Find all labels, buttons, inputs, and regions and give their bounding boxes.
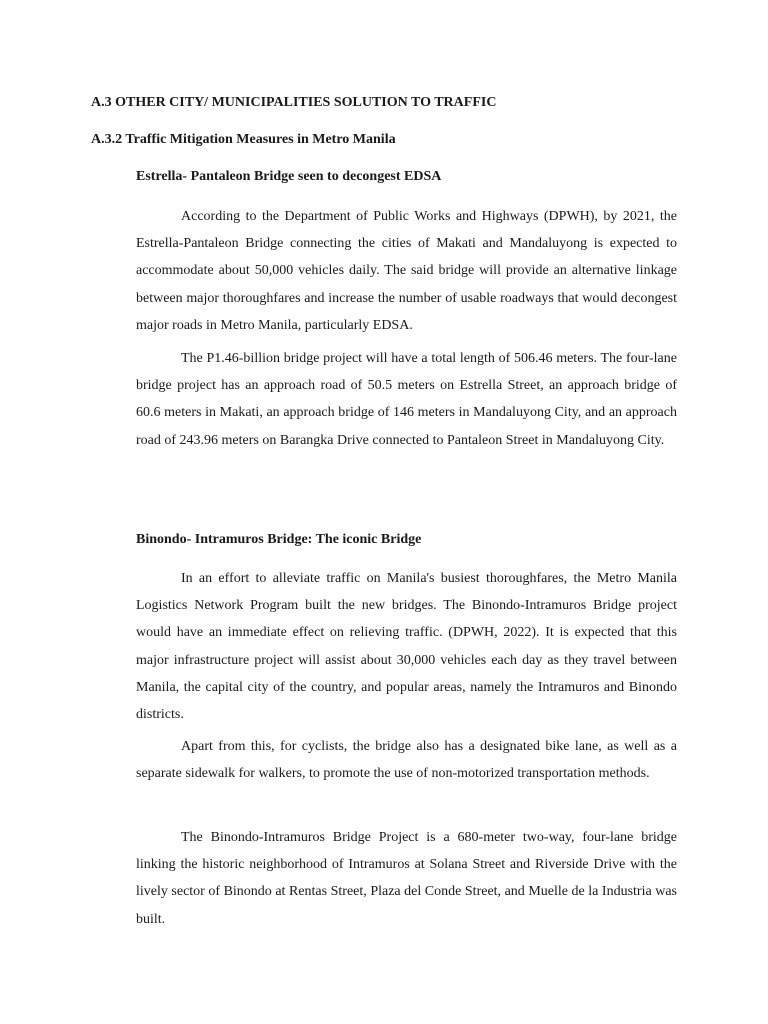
paragraph: The Binondo-Intramuros Bridge Project is a 680-meter two-way, four-lane bridge linking the historic neighborhood of Intramuros at Solana Street and Riverside Drive with the lively sector of Binondo at Rentas Street, Plaza del Conde Street, and Muelle de la Industria was built.	[136, 830, 677, 927]
section-heading: A.3 OTHER CITY/ MUNICIPALITIES SOLUTION TO TRAFFIC	[91, 95, 497, 110]
subsection-heading: A.3.2 Traffic Mitigation Measures in Metro Manila	[91, 132, 396, 147]
topic-heading-binondo-intramuros: Binondo- Intramuros Bridge: The iconic Bridge	[136, 532, 422, 547]
paragraph: The P1.46-billion bridge project will have a total length of 506.46 meters. The four-lane bridge project has an approach road of 50.5 meters on Estrella Street, an approach bridge of 60.6 meters in Makati, an approach bridge of 146 meters in Mandaluyong City, and an approach road of 243.96 meters on Barangka Drive connected to Pantaleon Street in Mandaluyong City.	[136, 351, 677, 448]
paragraph: Apart from this, for cyclists, the bridge also has a designated bike lane, as well as a separate sidewalk for walkers, to promote the use of non-motorized transportation methods.	[136, 739, 677, 782]
paragraph: In an effort to alleviate traffic on Manila's busiest thoroughfares, the Metro Manila Logistics Network Program built the new bridges. The Binondo-Intramuros Bridge project would have an immediate effect on relieving traffic. (DPWH, 2022). It is expected that this major infrastructure project will assist about 30,000 vehicles each day as they travel between Manila, the capital city of the country, and popular areas, namely the Intramuros and Binondo districts.	[136, 571, 677, 723]
paragraph: According to the Department of Public Works and Highways (DPWH), by 2021, the Estrella-Pantaleon Bridge connecting the cities of Makati and Mandaluyong is expected to accommodate about 50,000 vehicles daily. The said bridge will provide an alternative linkage between major thoroughfares and increase the number of usable roadways that would decongest major roads in Metro Manila, particularly EDSA.	[136, 209, 677, 333]
topic-heading-estrella-pantaleon: Estrella- Pantaleon Bridge seen to decongest EDSA	[136, 169, 442, 184]
